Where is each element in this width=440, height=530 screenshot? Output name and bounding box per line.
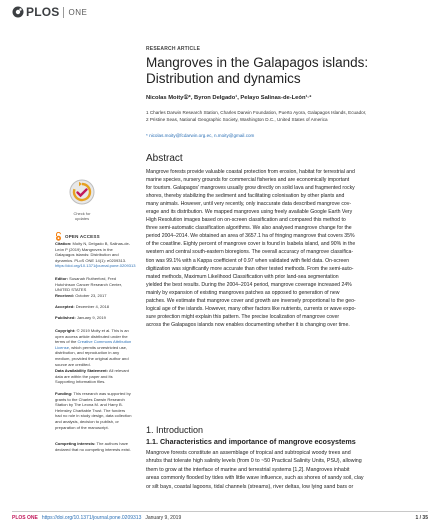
abstract-heading: Abstract [146,153,183,164]
data-availability-block: Data Availability Statement: All relevant data are within the paper and its Supporting Information files. [55,368,129,385]
open-access-label: OPEN ACCESS [65,234,100,239]
plos-logo-icon [12,6,24,18]
cc-license-link[interactable]: Creative Commons Attribution License [55,339,132,350]
check-updates-icon [69,179,95,205]
subsection-heading: 1.1. Characteristics and importance of mangrove ecosystems [146,437,356,446]
citation-block: Citation: Moity N, Delgado B, Salinas-de-León P (2019) Mangroves in the Galapagos islands: Distribution and dynamics. PLoS ONE 14(1): e0209313. https://doi.org/10.1371/journal.pone.0209313 [55,241,136,269]
footer-journal: PLOS ONE [12,515,38,521]
plos-brand: PLOS [26,5,60,19]
affiliation-2: 2 Pristine Seas, National Geographic Society, Washington D.C., United States of America [146,117,328,122]
footer-divider [12,511,428,512]
article-type: RESEARCH ARTICLE [146,46,201,52]
check-updates-label: Check for updates [73,211,91,221]
open-lock-icon [55,232,62,241]
page-footer [12,515,428,521]
journal-name: ONE [68,7,88,17]
abstract-text: Mangrove forests provide valuable coastal protection from erosion, habitat for terrestrial and marine species, nursery grounds for commercial fisheries and are economically important for tourism. Galapagos' mangroves usually grow directly on solid lava and fragmented rocky shores, thereby stabilizing the sediment and facilitating colonisation by other plants and many animals. However, until very recently, only inaccurate data described mangrove cov- erage and its distribution. We mapped mangroves using freely available Google Earth Very High Resolution images based on on-screen classification and compared this method to three semi-automatic classification algorithms. We also analysed mangrove change for the period 2004–2014. We obtained an area of 3657.1 ha of fringing mangrove that covers 35% of the coastline. Eighty percent of mangrove cover is found in Isabela island, and 90% in the western and central south-eastern bioregions. The overall accuracy of mangrove classifica- tion was 99.1% with a Kappa coefficient of 0.97 when validated with field data. On-screen digitization was significantly more accurate than other tested methods. From the semi-auto- mated methods, Maximum Likelihood Classification with prior land-sea segmentation yielded the best results. During the 2004–2014 period, mangrove coverage increased 24% mainly by expansion of existing mangroves patches as opposed to generation of new patches. We estimate that mangrove cover and growth are inversely proportional to the geo- logical age of the islands. However, many other factors like nutrients, currents or wave expo- sure protection might explain this pattern. The precise localization of mangrove cover across the Galapagos islands now enables documenting whether it is changing over time. [146,169,357,328]
copyright-block: Copyright: © 2019 Moity et al. This is an open access article distributed under the terms of the Creative Commons Attribution License, which permits unrestricted use, distribution, and reproduction in any medium, provided the original author and source are credited. [55,328,132,367]
page-number: 1 / 35 [415,515,428,521]
logo-divider [63,7,64,18]
citation-doi-link[interactable]: https://doi.org/10.1371/journal.pone.0209313 [55,263,136,269]
author-list: Nicolas Moity①*, Byron Delgado¹, Pelayo Salinas-de-León¹·² [146,95,312,101]
plos-logo[interactable] [12,5,87,19]
section-heading: 1. Introduction [146,425,204,435]
open-access-badge [55,232,100,241]
corresponding-email[interactable]: * nicolas.moity@fcdarwin.org.ec, n.moity@gmail.com [146,133,255,138]
article-title: Mangroves in the Galapagos islands: Distribution and dynamics [146,55,369,86]
footer-doi-link[interactable]: https://doi.org/10.1371/journal.pone.0209313 [41,515,142,521]
intro-paragraph: Mangrove forests constitute an assemblage of tropical and subtropical woody trees and shrubs that tolerate high salinity levels (from 0 to ~50 Practical Salinity Units, PSU), allowing them to grow at the interface of marine and terrestrial systems [1,2]. Mangroves inhabit areas commonly flooded by tides with little wave influence, such as shores of sandy soil, clay or silt bays, coastal lagoons, tidal channels (streams), river deltas, low lying sand bars or [146,450,364,490]
published-date: Published: January 9, 2019 [55,315,106,320]
footer-date: January 9, 2019 [145,515,182,521]
affiliation-1: 1 Charles Darwin Research Station, Charles Darwin Foundation, Puerto Ayora, Galapagos Islands, Ecuador, [146,110,367,115]
received-date: Received: October 23, 2017 [55,293,107,298]
check-for-updates-button[interactable] [66,179,98,221]
editor-block: Editor: Susanah Rutherford, Fred Hutchinson Cancer Research Center, UNITED STATES [55,276,123,293]
competing-interests-block: Competing interests: The authors have declared that no competing interests exist. [55,441,131,452]
funding-block: Funding: This research was supported by grants to the Charles Darwin Research Station by The Leona M. and Harry B. Helmsley Charitable Trust. The funders had no role in study design, data collection and analysis, decision to publish, or preparation of the manuscript. [55,391,132,430]
accepted-date: Accepted: December 4, 2018 [55,304,109,309]
